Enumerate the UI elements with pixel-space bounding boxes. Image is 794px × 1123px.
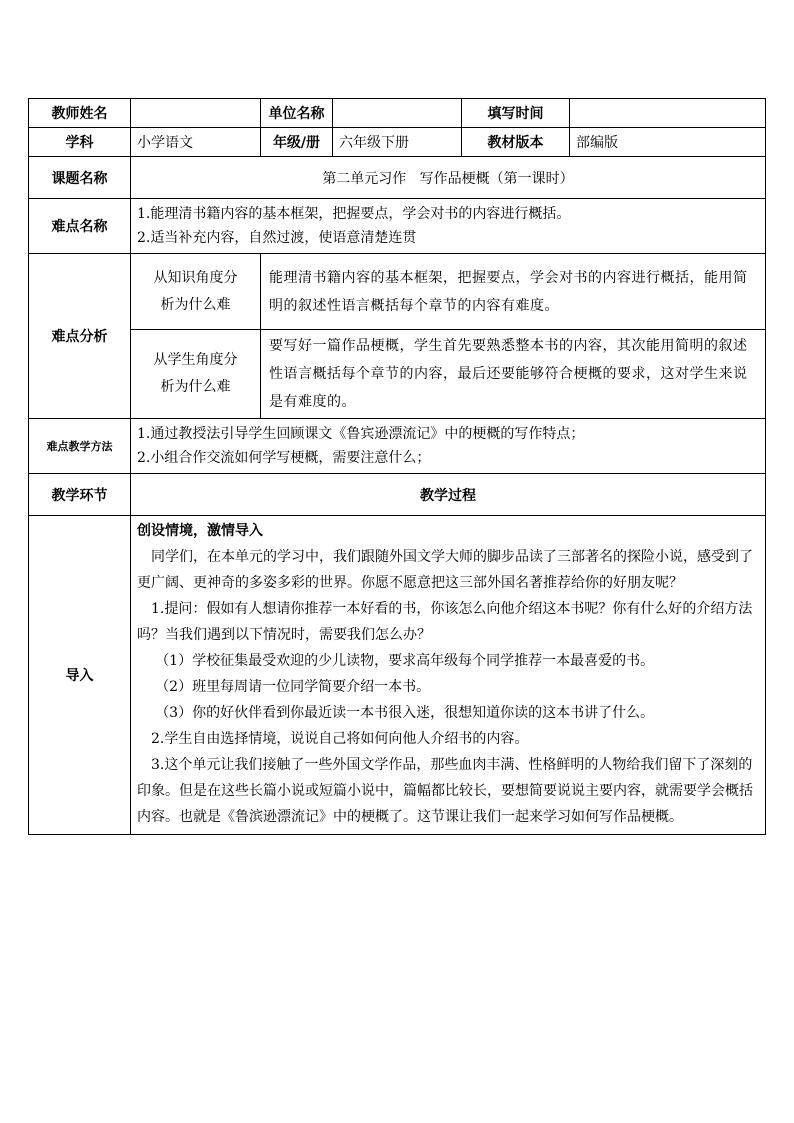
unit-name-label: 单位名称 [261,99,333,128]
student-angle-text: 要写好一篇作品梗概，学生首先要熟悉整本书的内容，其次能用简明的叙述性语言概括每个章节的内容，最后还要能够符合梗概的要求，这对学生来说是有难度的。 [261,330,766,419]
fill-date-value[interactable] [570,99,766,128]
intro-row [29,516,766,835]
edition-label: 教材版本 [462,128,570,157]
knowledge-angle-text: 能理清书籍内容的基本框架，把握要点，学会对书的内容进行概括，能用简明的叙述性语言概括每个章节的内容有难度。 [261,254,766,330]
method-label: 难点教学方法 [29,419,131,474]
difficulty-label: 难点名称 [29,199,131,254]
intro-paragraph-2: 1.提问：假如有人想请你推荐一本好看的书，你该怎么向他介绍这本书呢？你有什么好的介绍方法吗？当我们遇到以下情况时，需要我们怎么办？ [137,601,753,643]
subject-label: 学科 [29,128,131,157]
analysis-label: 难点分析 [29,254,131,419]
topic-label: 课题名称 [29,157,131,199]
difficulty-line-2: 2.适当补充内容，自然过渡，使语意清楚连贯 [137,230,417,246]
difficulty-content [131,199,766,254]
intro-label: 导入 [29,516,131,835]
fill-date-label: 填写时间 [462,99,570,128]
topic-row [29,157,766,199]
header-row-2 [29,128,766,157]
method-content [131,419,766,474]
intro-heading: 创设情境，激情导入 [137,523,263,539]
section-header-row [29,474,766,516]
unit-name-value[interactable] [333,99,462,128]
edition-value: 部编版 [570,128,766,157]
intro-paragraph-5: （3）你的好伙伴看到你最近读一本书很入迷，很想知道你读的这本书讲了什么。 [155,705,655,721]
method-line-1: 1.通过教授法引导学生回顾课文《鲁宾逊漂流记》中的梗概的写作特点； [137,426,585,442]
topic-value: 第二单元习作 写作品梗概（第一课时） [131,157,766,199]
intro-paragraph-1: 同学们，在本单元的学习中，我们跟随外国文学大师的脚步品读了三部著名的探险小说，感受到了更广阔、更神奇的多姿多彩的世界。你愿不愿意把这三部外国名著推荐给你的好朋友呢？ [137,549,753,591]
method-line-2: 2.小组合作交流如何学写梗概，需要注意什么； [137,450,431,466]
analysis-knowledge-row [29,254,766,330]
analysis-student-row [29,330,766,419]
teaching-stage-label: 教学环节 [29,474,131,516]
header-row-1 [29,99,766,128]
teaching-process-label: 教学过程 [131,474,766,516]
method-row [29,419,766,474]
teacher-name-label: 教师姓名 [29,99,131,128]
intro-paragraph-7: 3.这个单元让我们接触了一些外国文学作品，那些血肉丰满、性格鲜明的人物给我们留下了深刻的印象。但是在这些长篇小说或短篇小说中，篇幅都比较长，要想简要说说主要内容，就需要学会概括内容。也就是《鲁滨逊漂流记》中的梗概了。这节课让我们一起来学习如何写作品梗概。 [137,757,753,825]
intro-paragraph-6: 2.学生自由选择情境，说说自己将如何向他人介绍书的内容。 [151,731,529,747]
student-angle-label: 从学生角度分析为什么难 [131,330,261,419]
grade-label: 年级/册 [261,128,333,157]
subject-value: 小学语文 [131,128,261,157]
knowledge-angle-label: 从知识角度分析为什么难 [131,254,261,330]
difficulty-line-1: 1.能理清书籍内容的基本框架，把握要点，学会对书的内容进行概括。 [137,206,571,222]
intro-paragraph-3: （1）学校征集最受欢迎的少儿读物，要求高年级每个同学推荐一本最喜爱的书。 [155,653,655,669]
intro-content [131,516,766,835]
grade-value: 六年级下册 [333,128,462,157]
teacher-name-value[interactable] [131,99,261,128]
difficulty-row [29,199,766,254]
lesson-plan-table [28,98,766,835]
intro-paragraph-4: （2）班里每周请一位同学简要介绍一本书。 [155,679,431,695]
